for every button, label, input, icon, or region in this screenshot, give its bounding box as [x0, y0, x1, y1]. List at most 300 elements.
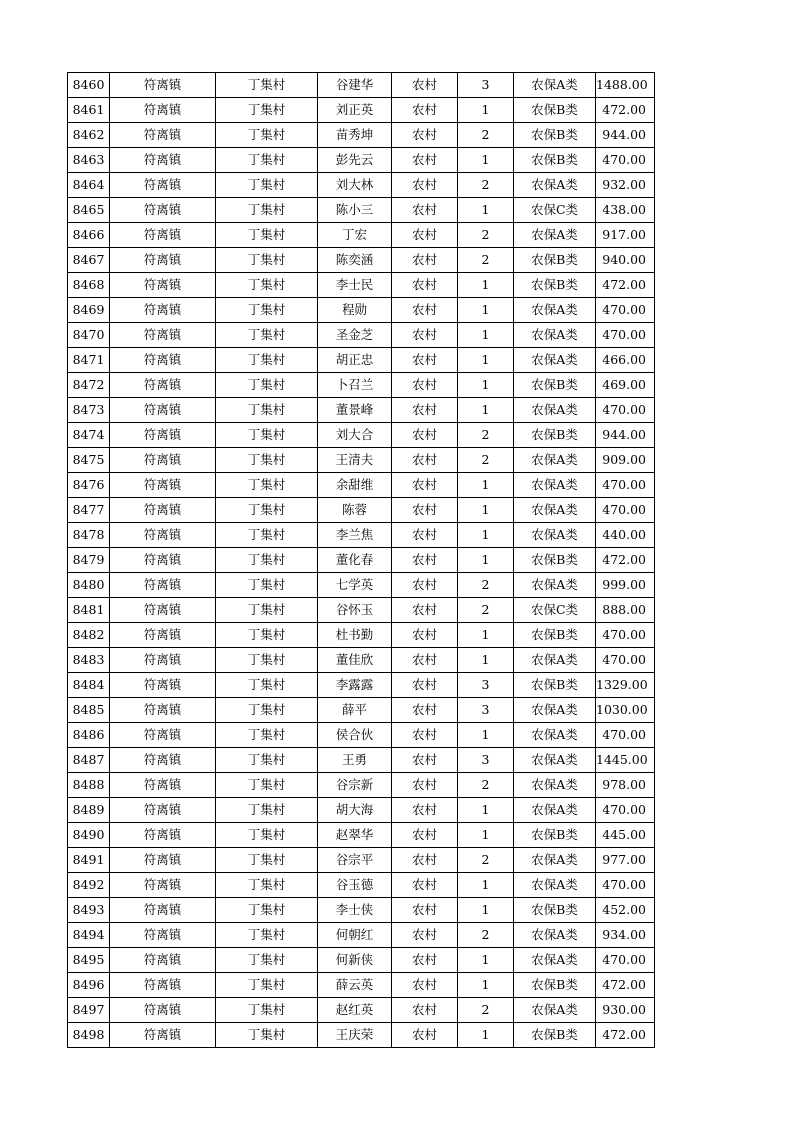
amount-cell: 445.00	[596, 823, 655, 848]
insurance-category-cell: 农保A类	[514, 298, 596, 323]
household-type-cell: 农村	[392, 248, 458, 273]
insurance-category-cell: 农保A类	[514, 73, 596, 98]
town-cell: 符离镇	[110, 798, 216, 823]
person-count-cell: 1	[458, 273, 514, 298]
village-cell: 丁集村	[216, 123, 318, 148]
person-count-cell: 1	[458, 898, 514, 923]
person-count-cell: 1	[458, 348, 514, 373]
person-count-cell: 1	[458, 323, 514, 348]
name-cell: 侯合伙	[318, 723, 392, 748]
row-id-cell: 8469	[68, 298, 110, 323]
row-id-cell: 8464	[68, 173, 110, 198]
amount-cell: 999.00	[596, 573, 655, 598]
table-row	[68, 873, 655, 898]
village-cell: 丁集村	[216, 623, 318, 648]
table-row	[68, 573, 655, 598]
village-cell: 丁集村	[216, 923, 318, 948]
amount-cell: 470.00	[596, 948, 655, 973]
town-cell: 符离镇	[110, 998, 216, 1023]
person-count-cell: 3	[458, 748, 514, 773]
amount-cell: 472.00	[596, 1023, 655, 1048]
name-cell: 陈小三	[318, 198, 392, 223]
person-count-cell: 1	[458, 873, 514, 898]
village-cell: 丁集村	[216, 673, 318, 698]
name-cell: 圣金芝	[318, 323, 392, 348]
table-row	[68, 148, 655, 173]
insurance-category-cell: 农保A类	[514, 773, 596, 798]
village-cell: 丁集村	[216, 373, 318, 398]
household-type-cell: 农村	[392, 98, 458, 123]
household-type-cell: 农村	[392, 823, 458, 848]
person-count-cell: 1	[458, 973, 514, 998]
name-cell: 王庆荣	[318, 1023, 392, 1048]
amount-cell: 470.00	[596, 323, 655, 348]
household-type-cell: 农村	[392, 323, 458, 348]
insurance-category-cell: 农保B类	[514, 673, 596, 698]
row-id-cell: 8486	[68, 723, 110, 748]
table-row	[68, 323, 655, 348]
village-cell: 丁集村	[216, 298, 318, 323]
row-id-cell: 8493	[68, 898, 110, 923]
town-cell: 符离镇	[110, 848, 216, 873]
name-cell: 胡正忠	[318, 348, 392, 373]
town-cell: 符离镇	[110, 523, 216, 548]
town-cell: 符离镇	[110, 498, 216, 523]
table-row	[68, 123, 655, 148]
village-cell: 丁集村	[216, 798, 318, 823]
roster-table	[67, 72, 655, 1048]
name-cell: 苗秀坤	[318, 123, 392, 148]
row-id-cell: 8477	[68, 498, 110, 523]
person-count-cell: 2	[458, 423, 514, 448]
town-cell: 符离镇	[110, 973, 216, 998]
name-cell: 卜召兰	[318, 373, 392, 398]
town-cell: 符离镇	[110, 298, 216, 323]
name-cell: 程勋	[318, 298, 392, 323]
insurance-category-cell: 农保B类	[514, 898, 596, 923]
person-count-cell: 1	[458, 523, 514, 548]
town-cell: 符离镇	[110, 448, 216, 473]
town-cell: 符离镇	[110, 898, 216, 923]
table-row	[68, 698, 655, 723]
name-cell: 胡大海	[318, 798, 392, 823]
insurance-category-cell: 农保A类	[514, 398, 596, 423]
town-cell: 符离镇	[110, 73, 216, 98]
amount-cell: 470.00	[596, 723, 655, 748]
row-id-cell: 8483	[68, 648, 110, 673]
household-type-cell: 农村	[392, 948, 458, 973]
household-type-cell: 农村	[392, 1023, 458, 1048]
village-cell: 丁集村	[216, 1023, 318, 1048]
household-type-cell: 农村	[392, 773, 458, 798]
town-cell: 符离镇	[110, 423, 216, 448]
person-count-cell: 1	[458, 373, 514, 398]
table-row	[68, 773, 655, 798]
household-type-cell: 农村	[392, 223, 458, 248]
town-cell: 符离镇	[110, 273, 216, 298]
insurance-category-cell: 农保A类	[514, 573, 596, 598]
table-row	[68, 923, 655, 948]
person-count-cell: 2	[458, 223, 514, 248]
village-cell: 丁集村	[216, 248, 318, 273]
person-count-cell: 2	[458, 998, 514, 1023]
name-cell: 谷宗平	[318, 848, 392, 873]
row-id-cell: 8488	[68, 773, 110, 798]
village-cell: 丁集村	[216, 723, 318, 748]
row-id-cell: 8471	[68, 348, 110, 373]
amount-cell: 917.00	[596, 223, 655, 248]
insurance-category-cell: 农保A类	[514, 348, 596, 373]
household-type-cell: 农村	[392, 298, 458, 323]
row-id-cell: 8496	[68, 973, 110, 998]
row-id-cell: 8487	[68, 748, 110, 773]
household-type-cell: 农村	[392, 398, 458, 423]
name-cell: 丁宏	[318, 223, 392, 248]
amount-cell: 438.00	[596, 198, 655, 223]
household-type-cell: 农村	[392, 648, 458, 673]
village-cell: 丁集村	[216, 548, 318, 573]
row-id-cell: 8489	[68, 798, 110, 823]
table-row	[68, 223, 655, 248]
insurance-category-cell: 农保B类	[514, 548, 596, 573]
amount-cell: 470.00	[596, 398, 655, 423]
row-id-cell: 8495	[68, 948, 110, 973]
table-row	[68, 448, 655, 473]
person-count-cell: 2	[458, 173, 514, 198]
village-cell: 丁集村	[216, 698, 318, 723]
amount-cell: 472.00	[596, 273, 655, 298]
insurance-category-cell: 农保C类	[514, 198, 596, 223]
household-type-cell: 农村	[392, 998, 458, 1023]
roster-body	[68, 73, 655, 1048]
name-cell: 赵红英	[318, 998, 392, 1023]
village-cell: 丁集村	[216, 448, 318, 473]
insurance-category-cell: 农保C类	[514, 598, 596, 623]
insurance-category-cell: 农保B类	[514, 123, 596, 148]
row-id-cell: 8485	[68, 698, 110, 723]
amount-cell: 470.00	[596, 148, 655, 173]
name-cell: 刘正英	[318, 98, 392, 123]
row-id-cell: 8473	[68, 398, 110, 423]
row-id-cell: 8498	[68, 1023, 110, 1048]
table-row	[68, 598, 655, 623]
name-cell: 刘大合	[318, 423, 392, 448]
amount-cell: 940.00	[596, 248, 655, 273]
insurance-category-cell: 农保B类	[514, 423, 596, 448]
name-cell: 彭先云	[318, 148, 392, 173]
insurance-category-cell: 农保A类	[514, 498, 596, 523]
table-row	[68, 798, 655, 823]
row-id-cell: 8468	[68, 273, 110, 298]
town-cell: 符离镇	[110, 323, 216, 348]
insurance-category-cell: 农保B类	[514, 623, 596, 648]
person-count-cell: 1	[458, 948, 514, 973]
table-row	[68, 298, 655, 323]
household-type-cell: 农村	[392, 973, 458, 998]
amount-cell: 932.00	[596, 173, 655, 198]
insurance-category-cell: 农保A类	[514, 473, 596, 498]
village-cell: 丁集村	[216, 598, 318, 623]
household-type-cell: 农村	[392, 723, 458, 748]
village-cell: 丁集村	[216, 898, 318, 923]
amount-cell: 470.00	[596, 623, 655, 648]
town-cell: 符离镇	[110, 398, 216, 423]
table-row	[68, 523, 655, 548]
row-id-cell: 8490	[68, 823, 110, 848]
household-type-cell: 农村	[392, 198, 458, 223]
amount-cell: 452.00	[596, 898, 655, 923]
town-cell: 符离镇	[110, 598, 216, 623]
village-cell: 丁集村	[216, 223, 318, 248]
amount-cell: 472.00	[596, 973, 655, 998]
person-count-cell: 1	[458, 1023, 514, 1048]
row-id-cell: 8463	[68, 148, 110, 173]
village-cell: 丁集村	[216, 148, 318, 173]
person-count-cell: 3	[458, 73, 514, 98]
person-count-cell: 1	[458, 298, 514, 323]
amount-cell: 909.00	[596, 448, 655, 473]
person-count-cell: 1	[458, 623, 514, 648]
village-cell: 丁集村	[216, 748, 318, 773]
person-count-cell: 2	[458, 573, 514, 598]
table-row	[68, 273, 655, 298]
insurance-category-cell: 农保A类	[514, 323, 596, 348]
town-cell: 符离镇	[110, 473, 216, 498]
name-cell: 谷怀玉	[318, 598, 392, 623]
table-row	[68, 823, 655, 848]
village-cell: 丁集村	[216, 423, 318, 448]
person-count-cell: 2	[458, 773, 514, 798]
table-row	[68, 723, 655, 748]
name-cell: 谷建华	[318, 73, 392, 98]
amount-cell: 930.00	[596, 998, 655, 1023]
row-id-cell: 8482	[68, 623, 110, 648]
town-cell: 符离镇	[110, 923, 216, 948]
row-id-cell: 8462	[68, 123, 110, 148]
person-count-cell: 1	[458, 473, 514, 498]
amount-cell: 472.00	[596, 98, 655, 123]
town-cell: 符离镇	[110, 623, 216, 648]
name-cell: 余甜维	[318, 473, 392, 498]
amount-cell: 1488.00	[596, 73, 655, 98]
table-row	[68, 498, 655, 523]
insurance-category-cell: 农保A类	[514, 873, 596, 898]
amount-cell: 470.00	[596, 473, 655, 498]
household-type-cell: 农村	[392, 148, 458, 173]
insurance-category-cell: 农保A类	[514, 173, 596, 198]
insurance-category-cell: 农保A类	[514, 648, 596, 673]
village-cell: 丁集村	[216, 73, 318, 98]
name-cell: 七学英	[318, 573, 392, 598]
village-cell: 丁集村	[216, 398, 318, 423]
town-cell: 符离镇	[110, 723, 216, 748]
amount-cell: 944.00	[596, 423, 655, 448]
name-cell: 赵翠华	[318, 823, 392, 848]
name-cell: 杜书勤	[318, 623, 392, 648]
town-cell: 符离镇	[110, 198, 216, 223]
amount-cell: 440.00	[596, 523, 655, 548]
town-cell: 符离镇	[110, 698, 216, 723]
village-cell: 丁集村	[216, 473, 318, 498]
household-type-cell: 农村	[392, 523, 458, 548]
name-cell: 董化春	[318, 548, 392, 573]
town-cell: 符离镇	[110, 148, 216, 173]
row-id-cell: 8478	[68, 523, 110, 548]
household-type-cell: 农村	[392, 923, 458, 948]
town-cell: 符离镇	[110, 123, 216, 148]
name-cell: 王勇	[318, 748, 392, 773]
name-cell: 李士侠	[318, 898, 392, 923]
row-id-cell: 8474	[68, 423, 110, 448]
town-cell: 符离镇	[110, 948, 216, 973]
household-type-cell: 农村	[392, 798, 458, 823]
table-row	[68, 248, 655, 273]
town-cell: 符离镇	[110, 248, 216, 273]
town-cell: 符离镇	[110, 373, 216, 398]
amount-cell: 944.00	[596, 123, 655, 148]
amount-cell: 888.00	[596, 598, 655, 623]
household-type-cell: 农村	[392, 373, 458, 398]
table-row	[68, 898, 655, 923]
insurance-category-cell: 农保B类	[514, 1023, 596, 1048]
row-id-cell: 8479	[68, 548, 110, 573]
person-count-cell: 1	[458, 398, 514, 423]
insurance-category-cell: 农保B类	[514, 248, 596, 273]
household-type-cell: 农村	[392, 623, 458, 648]
row-id-cell: 8484	[68, 673, 110, 698]
person-count-cell: 1	[458, 148, 514, 173]
household-type-cell: 农村	[392, 748, 458, 773]
name-cell: 李露露	[318, 673, 392, 698]
town-cell: 符离镇	[110, 573, 216, 598]
insurance-category-cell: 农保A类	[514, 748, 596, 773]
village-cell: 丁集村	[216, 973, 318, 998]
name-cell: 谷玉德	[318, 873, 392, 898]
amount-cell: 977.00	[596, 848, 655, 873]
insurance-category-cell: 农保B类	[514, 273, 596, 298]
name-cell: 何朝红	[318, 923, 392, 948]
table-row	[68, 473, 655, 498]
town-cell: 符离镇	[110, 673, 216, 698]
household-type-cell: 农村	[392, 423, 458, 448]
village-cell: 丁集村	[216, 498, 318, 523]
table-row	[68, 848, 655, 873]
row-id-cell: 8461	[68, 98, 110, 123]
person-count-cell: 1	[458, 648, 514, 673]
person-count-cell: 1	[458, 98, 514, 123]
person-count-cell: 2	[458, 848, 514, 873]
table-row	[68, 973, 655, 998]
row-id-cell: 8472	[68, 373, 110, 398]
row-id-cell: 8481	[68, 598, 110, 623]
town-cell: 符离镇	[110, 648, 216, 673]
name-cell: 董佳欣	[318, 648, 392, 673]
household-type-cell: 农村	[392, 448, 458, 473]
town-cell: 符离镇	[110, 98, 216, 123]
table-row	[68, 348, 655, 373]
village-cell: 丁集村	[216, 948, 318, 973]
household-type-cell: 农村	[392, 348, 458, 373]
household-type-cell: 农村	[392, 673, 458, 698]
amount-cell: 1030.00	[596, 698, 655, 723]
person-count-cell: 1	[458, 798, 514, 823]
table-row	[68, 673, 655, 698]
table-row	[68, 173, 655, 198]
row-id-cell: 8476	[68, 473, 110, 498]
town-cell: 符离镇	[110, 223, 216, 248]
town-cell: 符离镇	[110, 173, 216, 198]
amount-cell: 470.00	[596, 498, 655, 523]
insurance-category-cell: 农保A类	[514, 523, 596, 548]
table-row	[68, 1023, 655, 1048]
amount-cell: 978.00	[596, 773, 655, 798]
insurance-category-cell: 农保B类	[514, 148, 596, 173]
person-count-cell: 2	[458, 923, 514, 948]
row-id-cell: 8475	[68, 448, 110, 473]
table-row	[68, 548, 655, 573]
village-cell: 丁集村	[216, 348, 318, 373]
row-id-cell: 8470	[68, 323, 110, 348]
amount-cell: 470.00	[596, 648, 655, 673]
household-type-cell: 农村	[392, 473, 458, 498]
village-cell: 丁集村	[216, 873, 318, 898]
household-type-cell: 农村	[392, 573, 458, 598]
insurance-category-cell: 农保B类	[514, 98, 596, 123]
table-row	[68, 623, 655, 648]
table-row	[68, 398, 655, 423]
row-id-cell: 8492	[68, 873, 110, 898]
insurance-category-cell: 农保A类	[514, 448, 596, 473]
town-cell: 符离镇	[110, 1023, 216, 1048]
household-type-cell: 农村	[392, 498, 458, 523]
village-cell: 丁集村	[216, 648, 318, 673]
name-cell: 陈蓉	[318, 498, 392, 523]
village-cell: 丁集村	[216, 523, 318, 548]
amount-cell: 469.00	[596, 373, 655, 398]
person-count-cell: 1	[458, 548, 514, 573]
person-count-cell: 1	[458, 723, 514, 748]
table-row	[68, 373, 655, 398]
village-cell: 丁集村	[216, 823, 318, 848]
household-type-cell: 农村	[392, 848, 458, 873]
village-cell: 丁集村	[216, 323, 318, 348]
village-cell: 丁集村	[216, 98, 318, 123]
household-type-cell: 农村	[392, 273, 458, 298]
town-cell: 符离镇	[110, 748, 216, 773]
name-cell: 李兰焦	[318, 523, 392, 548]
village-cell: 丁集村	[216, 773, 318, 798]
person-count-cell: 1	[458, 498, 514, 523]
town-cell: 符离镇	[110, 548, 216, 573]
name-cell: 陈奕涵	[318, 248, 392, 273]
table-row	[68, 748, 655, 773]
row-id-cell: 8460	[68, 73, 110, 98]
person-count-cell: 2	[458, 123, 514, 148]
table-row	[68, 73, 655, 98]
row-id-cell: 8497	[68, 998, 110, 1023]
insurance-category-cell: 农保A类	[514, 848, 596, 873]
insurance-category-cell: 农保A类	[514, 698, 596, 723]
table-row	[68, 948, 655, 973]
row-id-cell: 8494	[68, 923, 110, 948]
amount-cell: 1445.00	[596, 748, 655, 773]
amount-cell: 470.00	[596, 873, 655, 898]
amount-cell: 470.00	[596, 798, 655, 823]
insurance-category-cell: 农保A类	[514, 223, 596, 248]
name-cell: 刘大林	[318, 173, 392, 198]
insurance-category-cell: 农保A类	[514, 923, 596, 948]
person-count-cell: 1	[458, 198, 514, 223]
